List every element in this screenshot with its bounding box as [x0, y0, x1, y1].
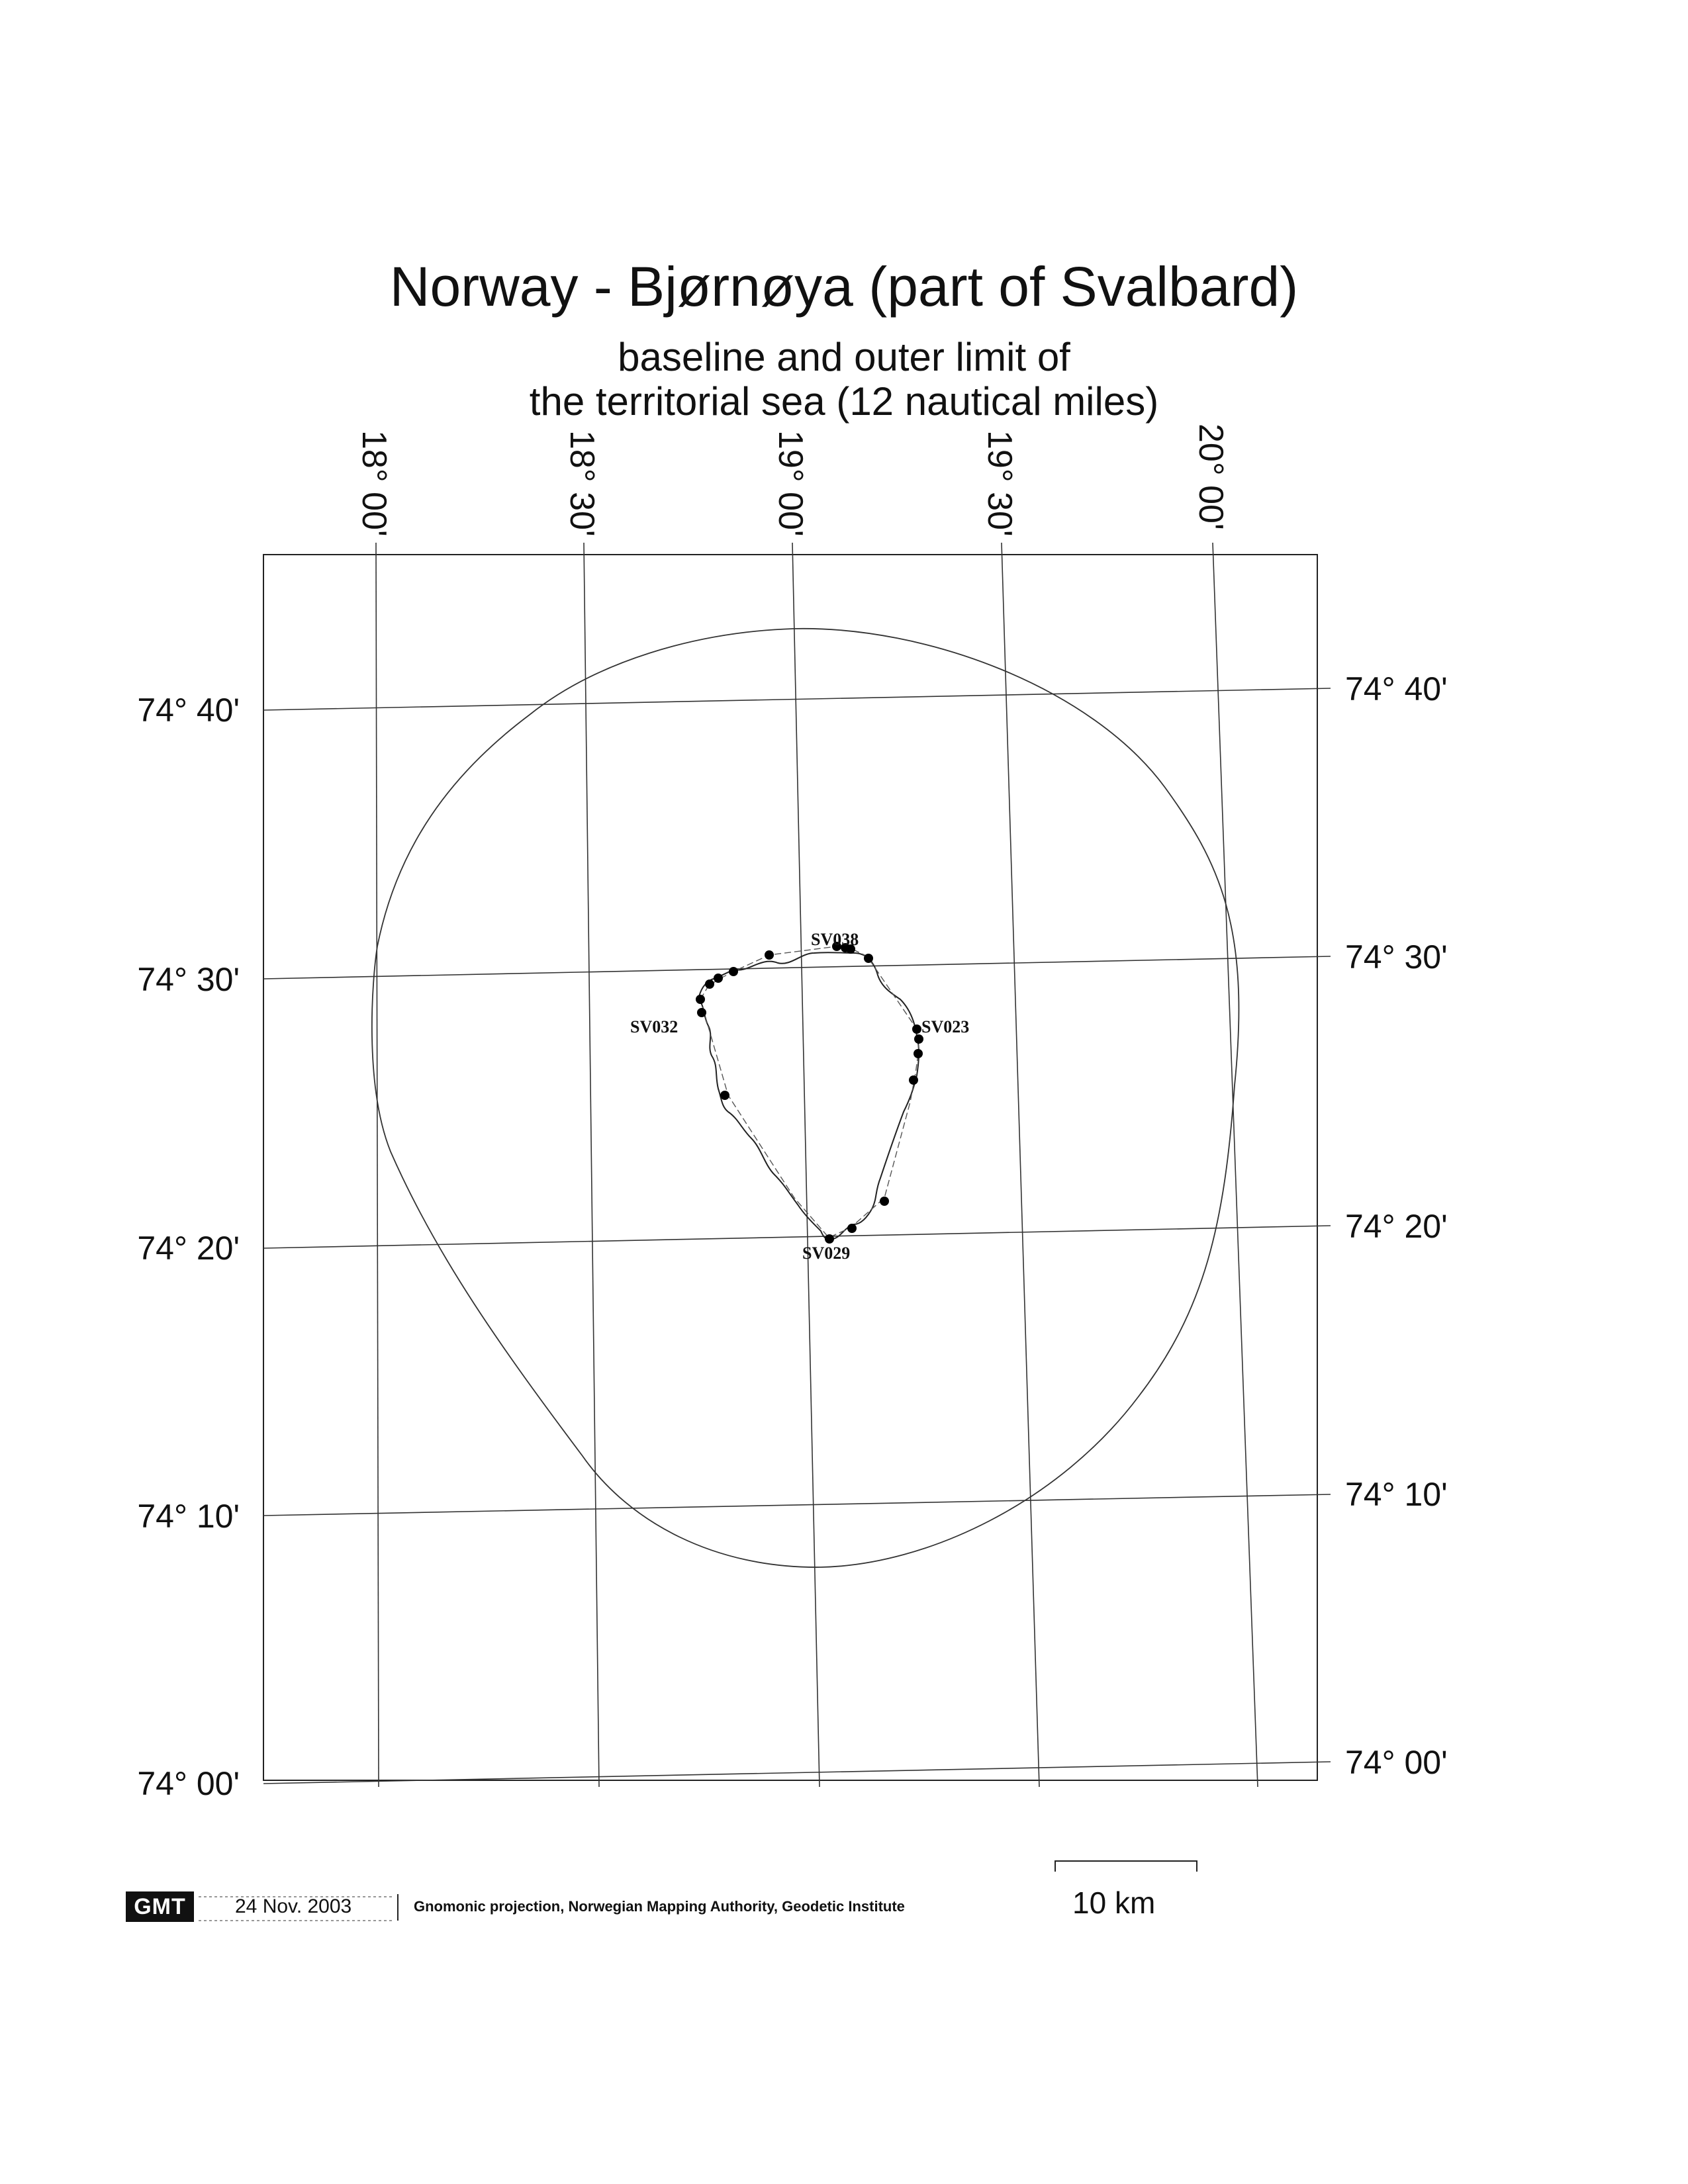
meridian-19-00: [792, 543, 820, 1787]
bjornoya-coastline: [698, 952, 919, 1240]
latitude-label-left-74-40: 74° 40': [137, 692, 240, 729]
meridian-lines: [376, 543, 1258, 1787]
basepoint: [914, 1049, 923, 1058]
scale-bar: [1055, 1861, 1197, 1872]
latitude-label-right-74-10: 74° 10': [1345, 1476, 1448, 1513]
latitude-label-left-74-00: 74° 00': [137, 1765, 240, 1802]
map-frame: [263, 555, 1317, 1780]
basepoint: [697, 1008, 706, 1017]
map-subtitle-line1: baseline and outer limit of: [618, 335, 1070, 379]
basepoint: [720, 1091, 729, 1100]
latitude-label-left-74-20: 74° 20': [137, 1230, 240, 1267]
basepoint-label-sv029: SV029: [802, 1244, 851, 1263]
meridian-20-00: [1213, 543, 1258, 1787]
meridian-18-30: [584, 543, 599, 1787]
territorial-sea-baseline: [700, 946, 919, 1238]
latitude-label-left-74-30: 74° 30': [137, 961, 240, 998]
latitude-label-right-74-20: 74° 20': [1345, 1208, 1448, 1245]
basepoint: [696, 995, 705, 1004]
footer-separator: [397, 1894, 399, 1921]
map-credit: Gnomonic projection, Norwegian Mapping Authority, Geodetic Institute: [414, 1898, 905, 1915]
map-date: 24 Nov. 2003: [235, 1895, 352, 1917]
territorial-sea-outer-limit: [372, 629, 1239, 1567]
meridian-19-30: [1002, 543, 1039, 1787]
longitude-label-19-00: 19° 00': [771, 430, 810, 537]
map-title: Norway - Bjørnøya (part of Svalbard): [389, 255, 1299, 318]
basepoints: [696, 942, 923, 1244]
basepoint: [714, 974, 723, 983]
basepoint: [705, 979, 714, 989]
basepoint-label-sv023: SV023: [921, 1017, 970, 1036]
longitude-label-18-30: 18° 30': [563, 430, 601, 537]
scale-label: 10 km: [1072, 1886, 1156, 1920]
basepoint-label-sv038: SV038: [811, 930, 859, 949]
latitude-label-left-74-10: 74° 10': [137, 1498, 240, 1535]
parallel-74-40: [263, 688, 1331, 710]
basepoint: [825, 1234, 834, 1244]
longitude-label-18-00: 18° 00': [355, 430, 393, 537]
gmt-logo: GMT: [126, 1891, 194, 1922]
basepoint-label-sv032: SV032: [630, 1017, 679, 1036]
parallel-74-20: [263, 1226, 1331, 1248]
parallel-74-10: [263, 1494, 1331, 1516]
longitude-label-19-30: 19° 30': [980, 430, 1019, 537]
meridian-18-00: [376, 543, 379, 1787]
longitude-label-20-00: 20° 00': [1192, 424, 1230, 530]
latitude-label-right-74-40: 74° 40': [1345, 670, 1448, 707]
basepoint: [847, 1224, 857, 1233]
basepoint: [880, 1197, 889, 1206]
basepoint: [912, 1024, 921, 1034]
basepoint: [909, 1075, 918, 1085]
latitude-label-right-74-30: 74° 30': [1345, 938, 1448, 976]
parallel-lines: [263, 688, 1331, 1784]
map-subtitle-line2: the territorial sea (12 nautical miles): [529, 379, 1159, 424]
basepoint: [864, 954, 873, 963]
parallel-74-30: [263, 956, 1331, 979]
basepoint: [729, 967, 738, 976]
basepoint: [765, 950, 774, 960]
latitude-label-right-74-00: 74° 00': [1345, 1744, 1448, 1781]
